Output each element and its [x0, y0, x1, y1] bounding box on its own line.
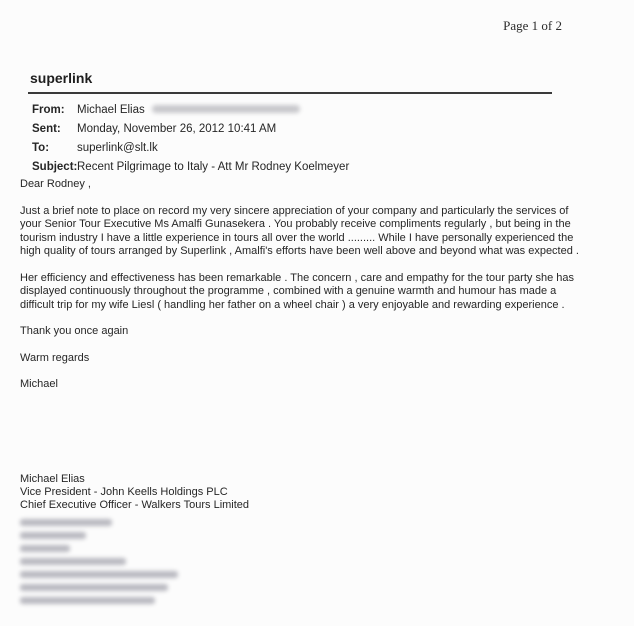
- subject-label: Subject:: [32, 160, 78, 173]
- redacted-line: [20, 584, 168, 591]
- subject-row: [32, 157, 349, 176]
- sent-label: Sent:: [32, 122, 61, 135]
- from-row: [32, 100, 349, 119]
- redacted-line: [20, 597, 155, 604]
- from-value: [77, 104, 300, 116]
- from-label: From:: [32, 103, 65, 116]
- signature-block: [20, 473, 249, 607]
- sign-off-name: Michael: [20, 378, 58, 390]
- signature-name: Michael Elias: [20, 473, 85, 485]
- paragraph-efficiency: Her efficiency and effectiveness has been remarkable . The concern , care and empathy for the tour party she has displayed continuously throughout the programme , combined with a genuine warmth and humour has made a difficult trip for my wife Liesl ( handling her father on a wheel chair ) a very enjoyable and rewarding experience .: [20, 271, 574, 311]
- to-row: [32, 138, 349, 157]
- page-number: Page 1 of 2: [503, 18, 562, 33]
- signature-title-1: Vice President - John Keells Holdings PLC: [20, 486, 228, 498]
- from-name: Michael Elias: [77, 103, 145, 116]
- brand-name: superlink: [30, 70, 93, 86]
- redacted-line: [20, 571, 178, 578]
- thanks-line: Thank you once again: [20, 325, 129, 337]
- redacted-line: [20, 532, 86, 539]
- to-value: superlink@slt.lk: [77, 141, 158, 154]
- subject-value: Recent Pilgrimage to Italy - Att Mr Rodney Koelmeyer: [77, 160, 350, 173]
- email-header: [32, 100, 349, 176]
- redacted-contact-details: [20, 516, 249, 607]
- letter-body: [20, 178, 580, 392]
- redacted-email: [152, 105, 300, 113]
- paragraph-appreciation: Just a brief note to place on record my very sincere appreciation of your company and particularly the services of your Senior Tour Executive Ms Amalfi Gunasekera . You probably receive compliments regularly , but being in the tourism industry I have a little experience in tours all over the world ......... While I have personally experienced the high quality of tours arranged by Superlink , Amalfi's efforts have been well above and beyond what was expected .: [20, 204, 579, 257]
- sent-value: Monday, November 26, 2012 10:41 AM: [77, 122, 277, 135]
- redacted-line: [20, 545, 70, 552]
- redacted-line: [20, 558, 126, 565]
- greeting: Dear Rodney ,: [20, 178, 91, 190]
- signature-title-2: Chief Executive Officer - Walkers Tours Limited: [20, 499, 250, 511]
- redacted-line: [20, 519, 112, 526]
- sent-row: [32, 119, 349, 138]
- header-divider: [28, 92, 552, 94]
- to-label: To:: [32, 141, 50, 154]
- closing-line: Warm regards: [20, 351, 90, 364]
